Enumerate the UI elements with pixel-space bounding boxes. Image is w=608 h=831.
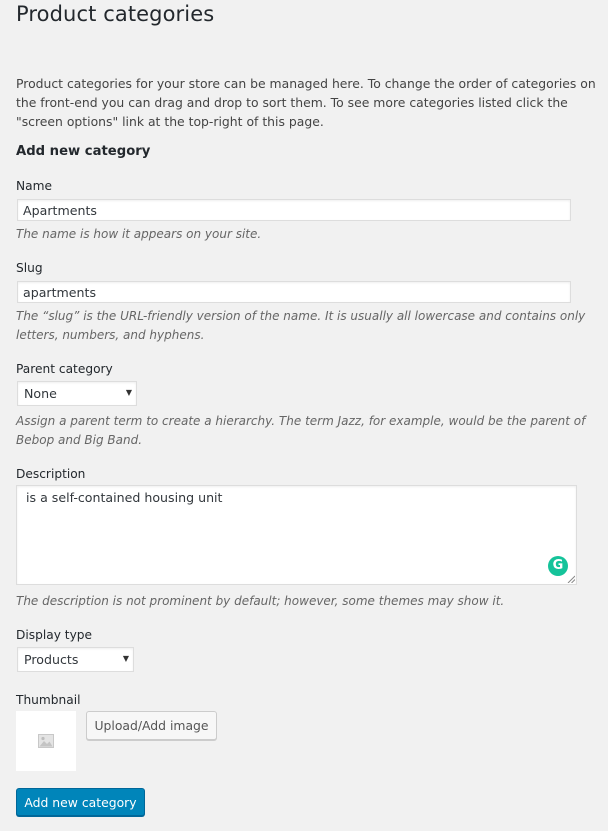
grammarly-icon[interactable]: G xyxy=(548,556,568,576)
description-help: The description is not prominent by default; however, some themes may show it. xyxy=(16,594,505,608)
name-label: Name xyxy=(16,179,52,193)
description-label: Description xyxy=(16,467,86,481)
name-help: The name is how it appears on your site. xyxy=(16,227,262,241)
thumbnail-label: Thumbnail xyxy=(16,693,81,707)
parent-category-label: Parent category xyxy=(16,362,113,376)
upload-image-button[interactable]: Upload/Add image xyxy=(86,711,217,740)
description-text: is a self-contained housing unit xyxy=(26,490,223,505)
display-type-value: Products xyxy=(24,652,79,667)
parent-category-select[interactable] xyxy=(17,381,137,406)
chevron-down-icon: ▼ xyxy=(122,654,129,663)
parent-category-help: Assign a parent term to create a hierarchy. The term Jazz, for example, would be the parent of Bebop and Big Band. xyxy=(16,414,586,447)
parent-category-value: None xyxy=(24,386,57,401)
display-type-select[interactable] xyxy=(17,647,134,672)
description-textarea[interactable] xyxy=(16,485,577,585)
display-type-label: Display type xyxy=(16,628,93,642)
page-title: Product categories xyxy=(16,2,215,26)
page-intro: Product categories for your store can be managed here. To change the order of categories on the front-end you can drag and drop to sort them. To see more categories listed click the "screen options" link at the top-right of this page. xyxy=(16,76,596,129)
slug-help: The “slug” is the URL-friendly version of the name. It is usually all lowercase and contains only letters, numbers, and hyphens. xyxy=(16,309,586,342)
add-category-heading: Add new category xyxy=(16,144,151,159)
image-placeholder-icon xyxy=(38,733,54,749)
add-new-category-button[interactable]: Add new category xyxy=(16,788,145,816)
name-input[interactable] xyxy=(17,199,571,221)
resize-handle-icon[interactable] xyxy=(567,575,575,583)
chevron-down-icon: ▼ xyxy=(125,388,132,397)
slug-label: Slug xyxy=(16,261,43,275)
thumbnail-preview xyxy=(16,711,76,771)
slug-input[interactable] xyxy=(17,281,571,303)
